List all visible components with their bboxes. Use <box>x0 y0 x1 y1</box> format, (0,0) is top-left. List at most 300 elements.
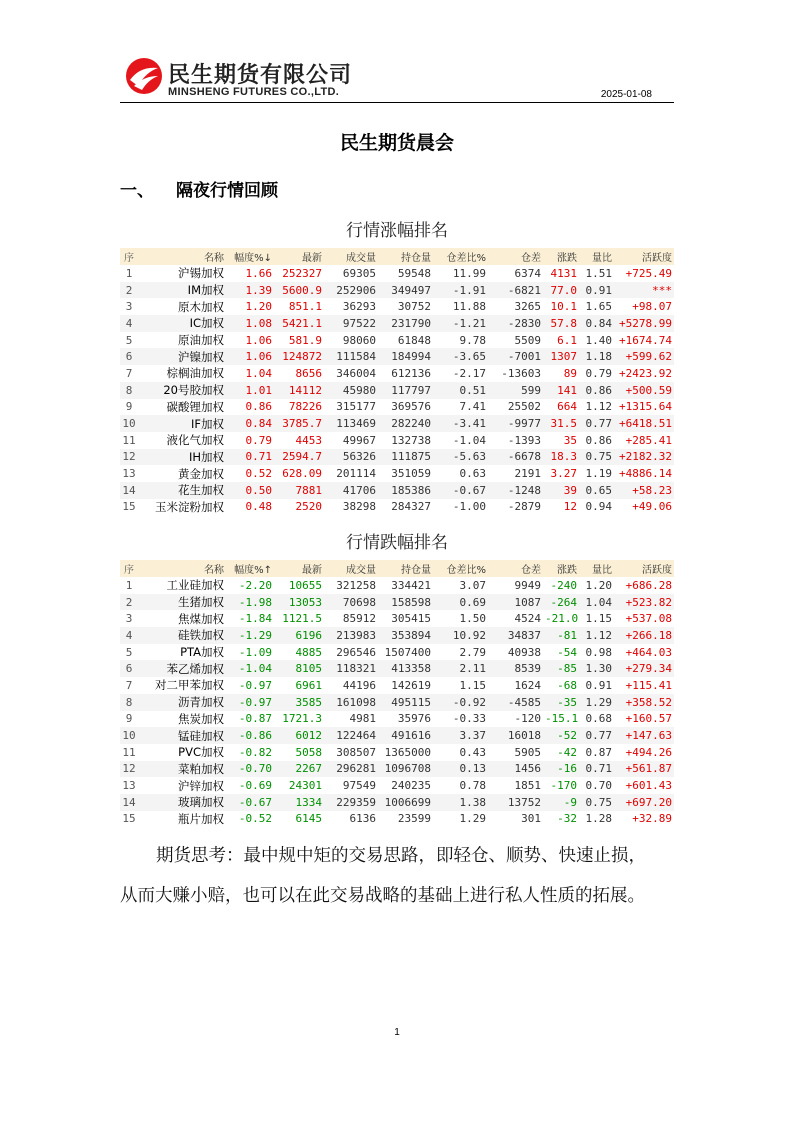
cell-volume-ratio: 0.75 <box>579 449 614 466</box>
cell-oi-diff: -7001 <box>488 348 543 365</box>
cell-change: -68 <box>557 678 577 692</box>
cell-rank: 4 <box>120 627 138 644</box>
cell-rank: 13 <box>122 779 136 793</box>
cell-last-price: 1334 <box>274 794 324 811</box>
cell-last-price: 2594.7 <box>274 449 324 466</box>
cell-oi-diff-pct: 1.50 <box>459 612 486 626</box>
cell-open-interest: 353894 <box>378 627 433 644</box>
cell-oi-diff: -6821 <box>488 282 543 299</box>
cell-activity: +686.28 <box>625 578 672 592</box>
cell-volume: 321258 <box>336 578 376 592</box>
cell-oi-diff: 6374 <box>514 266 541 280</box>
cell-name: 玻璃加权 <box>138 794 226 811</box>
cell-change: 18.3 <box>543 449 579 466</box>
cell-volume-ratio: 0.87 <box>585 745 612 759</box>
cell-oi-diff-pct: -2.17 <box>452 366 486 380</box>
cell-activity: +464.03 <box>625 645 672 659</box>
cell-rank: 5 <box>125 333 133 347</box>
cell-change: -9 <box>543 794 579 811</box>
cell-name: 花生加权 <box>138 482 226 499</box>
cell-change-pct: 1.39 <box>226 282 274 299</box>
cell-last-price: 3585 <box>274 694 324 711</box>
minsheng-logo-icon <box>124 56 164 96</box>
cell-change-pct: -1.09 <box>238 645 272 659</box>
cell-volume: 97522 <box>324 315 378 332</box>
cell-name: 沪镍加权 <box>138 348 226 365</box>
cell-volume-ratio: 1.30 <box>579 660 614 677</box>
cell-rank: 6 <box>120 660 138 677</box>
cell-change-pct: -1.84 <box>238 612 272 626</box>
cell-oi-diff: -2879 <box>507 500 541 514</box>
cell-volume-ratio: 1.18 <box>579 348 614 365</box>
cell-open-interest: 495115 <box>378 694 433 711</box>
cell-activity: +49.06 <box>632 500 672 514</box>
table-row <box>120 577 674 594</box>
cell-oi-diff: -9977 <box>488 415 543 432</box>
cell-open-interest: 132738 <box>391 433 431 447</box>
table-row <box>120 777 674 794</box>
cell-change: -81 <box>543 627 579 644</box>
cell-last-price: 7881 <box>274 482 324 499</box>
cell-name: 工业硅加权 <box>166 578 224 593</box>
cell-rank: 2 <box>120 282 138 299</box>
table-row <box>120 627 674 644</box>
cell-volume-ratio: 1.51 <box>585 266 612 280</box>
section-title: 隔夜行情回顾 <box>176 181 278 201</box>
column-header-change-pct[interactable]: 幅度%↑ <box>226 560 274 577</box>
cell-oi-diff: 301 <box>521 812 541 826</box>
table-row <box>120 761 674 778</box>
cell-volume: 38298 <box>342 500 376 514</box>
cell-name: 玉米淀粉加权 <box>155 499 224 514</box>
cell-volume: 213983 <box>324 627 378 644</box>
page-header <box>120 52 674 103</box>
cell-rank: 2 <box>120 594 138 611</box>
cell-activity: +58.23 <box>614 482 674 499</box>
cell-name: 焦炭加权 <box>178 711 224 726</box>
column-header-volume-ratio: 量比 <box>579 560 614 577</box>
cell-rank: 1 <box>125 578 133 592</box>
cell-volume-ratio: 0.68 <box>585 712 612 726</box>
cell-open-interest: 142619 <box>391 678 431 692</box>
cell-open-interest: 35976 <box>397 712 431 726</box>
table-row <box>120 727 674 744</box>
cell-oi-diff: 1624 <box>514 678 541 692</box>
cell-volume-ratio: 0.91 <box>579 282 614 299</box>
cell-open-interest: 30752 <box>397 300 431 314</box>
cell-change: 4131 <box>550 266 577 280</box>
cell-oi-diff-pct: 1.15 <box>459 678 486 692</box>
cell-volume: 97549 <box>342 779 376 793</box>
table-row <box>120 482 674 499</box>
cell-change-pct: -0.70 <box>226 761 274 778</box>
cell-rank: 9 <box>125 400 133 414</box>
table-row <box>120 298 674 315</box>
table-row <box>120 399 674 416</box>
cell-oi-diff: 1456 <box>488 761 543 778</box>
cell-oi-diff: 16018 <box>488 727 543 744</box>
cell-name: IM加权 <box>138 282 226 299</box>
column-header-open-interest: 持仓量 <box>378 560 433 577</box>
cell-change-pct: 1.06 <box>245 333 272 347</box>
cell-volume-ratio: 0.75 <box>579 794 614 811</box>
cell-open-interest: 184994 <box>378 348 433 365</box>
cell-change: 31.5 <box>543 415 579 432</box>
cell-last-price: 14112 <box>274 382 324 399</box>
cell-name: 沪锡加权 <box>178 266 224 281</box>
cell-change-pct: -0.87 <box>238 712 272 726</box>
cell-volume: 252906 <box>324 282 378 299</box>
table-row <box>120 610 674 627</box>
cell-oi-diff: -1248 <box>488 482 543 499</box>
cell-last-price: 5600.9 <box>274 282 324 299</box>
cell-volume-ratio: 0.70 <box>585 779 612 793</box>
cell-change-pct: -0.82 <box>238 745 272 759</box>
cell-rank: 13 <box>122 467 136 481</box>
cell-change: 664 <box>557 400 577 414</box>
cell-change: -16 <box>543 761 579 778</box>
cell-volume: 6136 <box>349 812 376 826</box>
cell-rank: 8 <box>120 694 138 711</box>
column-header-rank: 序 <box>120 560 138 577</box>
cell-oi-diff-pct: 2.79 <box>459 645 486 659</box>
cell-oi-diff: -6678 <box>488 449 543 466</box>
table-row <box>120 348 674 365</box>
cell-last-price: 851.1 <box>288 300 322 314</box>
cell-activity: +599.62 <box>614 348 674 365</box>
cell-volume: 122464 <box>324 727 378 744</box>
cell-volume-ratio: 1.15 <box>585 612 612 626</box>
column-header-last-price: 最新 <box>274 248 324 265</box>
cell-change: 6.1 <box>557 333 577 347</box>
cell-change-pct: 0.50 <box>226 482 274 499</box>
cell-open-interest: 413358 <box>378 660 433 677</box>
table-row <box>120 660 674 677</box>
cell-oi-diff-pct: -3.41 <box>433 415 488 432</box>
cell-change: -52 <box>543 727 579 744</box>
cell-rank: 9 <box>125 712 133 726</box>
cell-oi-diff-pct: 7.41 <box>459 400 486 414</box>
cell-last-price: 4885 <box>295 645 322 659</box>
cell-volume-ratio: 0.86 <box>579 382 614 399</box>
cell-oi-diff-pct: 2.11 <box>433 660 488 677</box>
column-header-oi-diff-pct: 仓差比% <box>433 248 488 265</box>
cell-name: 原油加权 <box>178 333 224 348</box>
table-row <box>120 382 674 399</box>
column-header-name: 名称 <box>138 560 226 577</box>
table-row <box>120 594 674 611</box>
cell-last-price: 6961 <box>295 678 322 692</box>
cell-open-interest: 334421 <box>391 578 431 592</box>
table-row <box>120 365 674 382</box>
cell-last-price: 2520 <box>295 500 322 514</box>
cell-volume: 229359 <box>324 794 378 811</box>
cell-activity: +537.08 <box>625 612 672 626</box>
cell-last-price: 6196 <box>274 627 324 644</box>
cell-oi-diff: 3265 <box>514 300 541 314</box>
cell-last-price: 78226 <box>288 400 322 414</box>
cell-volume: 70698 <box>324 594 378 611</box>
cell-open-interest: 111875 <box>378 449 433 466</box>
cell-activity: +358.52 <box>614 694 674 711</box>
cell-name: 生猪加权 <box>138 594 226 611</box>
table-row <box>120 282 674 299</box>
cell-change: 10.1 <box>550 300 577 314</box>
cell-volume: 346004 <box>336 366 376 380</box>
cell-oi-diff-pct: 11.99 <box>452 266 486 280</box>
cell-volume-ratio: 0.77 <box>579 415 614 432</box>
cell-last-price: 4453 <box>295 433 322 447</box>
cell-change-pct: 0.86 <box>245 400 272 414</box>
table-row <box>120 449 674 466</box>
cell-oi-diff-pct: 0.13 <box>433 761 488 778</box>
cell-last-price: 5421.1 <box>274 315 324 332</box>
column-header-change: 涨跌 <box>543 560 579 577</box>
cell-activity: +32.89 <box>632 812 672 826</box>
cell-rank: 5 <box>125 645 133 659</box>
commentary-line-2: 从而大赚小赔，也可以在此交易战略的基础上进行私人性质的拓展。 <box>120 886 645 906</box>
cell-change: 57.8 <box>543 315 579 332</box>
cell-oi-diff-pct: 0.63 <box>459 467 486 481</box>
cell-rank: 12 <box>120 761 138 778</box>
cell-oi-diff: 40938 <box>507 645 541 659</box>
cell-last-price: 10655 <box>288 578 322 592</box>
cell-name: 苯乙烯加权 <box>138 660 226 677</box>
cell-oi-diff: 5509 <box>514 333 541 347</box>
cell-rank: 10 <box>120 415 138 432</box>
commentary-line-1: 期货思考：最中规中矩的交易思路，即轻仓、顺势、快速止损， <box>156 846 646 866</box>
table-row <box>120 465 674 482</box>
cell-open-interest: 282240 <box>378 415 433 432</box>
cell-activity: +160.57 <box>625 712 672 726</box>
cell-volume-ratio: 1.12 <box>585 400 612 414</box>
cell-oi-diff-pct: 0.51 <box>433 382 488 399</box>
cell-activity: +1315.64 <box>619 400 672 414</box>
cell-volume: 4981 <box>349 712 376 726</box>
cell-oi-diff-pct: 1.38 <box>433 794 488 811</box>
cell-volume: 45980 <box>324 382 378 399</box>
cell-volume-ratio: 1.40 <box>585 333 612 347</box>
cell-last-price: 6145 <box>295 812 322 826</box>
cell-rank: 12 <box>120 449 138 466</box>
cell-oi-diff-pct: 10.92 <box>433 627 488 644</box>
cell-oi-diff-pct: -3.65 <box>433 348 488 365</box>
cell-open-interest: 61848 <box>397 333 431 347</box>
table-row <box>120 315 674 332</box>
cell-oi-diff: -120 <box>514 712 541 726</box>
cell-volume: 161098 <box>324 694 378 711</box>
cell-rank: 3 <box>125 612 133 626</box>
company-logo <box>124 54 384 100</box>
section-number: 一、 <box>120 181 154 201</box>
cell-change: 77.0 <box>543 282 579 299</box>
cell-volume-ratio: 0.84 <box>579 315 614 332</box>
cell-oi-diff: -2830 <box>488 315 543 332</box>
cell-change-pct: 1.04 <box>245 366 272 380</box>
cell-rank: 7 <box>125 366 133 380</box>
column-header-rank: 序 <box>120 248 138 265</box>
cell-change-pct: -0.52 <box>238 812 272 826</box>
cell-open-interest: 23599 <box>397 812 431 826</box>
cell-oi-diff-pct: 3.37 <box>433 727 488 744</box>
cell-change: 39 <box>543 482 579 499</box>
cell-oi-diff: 4524 <box>514 612 541 626</box>
table-row <box>120 677 674 694</box>
cell-change-pct: -0.97 <box>226 694 274 711</box>
cell-change: -54 <box>557 645 577 659</box>
cell-volume-ratio: 0.98 <box>585 645 612 659</box>
cell-open-interest: 491616 <box>378 727 433 744</box>
cell-change-pct: -0.67 <box>226 794 274 811</box>
cell-oi-diff-pct: -0.33 <box>452 712 486 726</box>
cell-change: -32 <box>557 812 577 826</box>
cell-activity: +4886.14 <box>619 467 672 481</box>
cell-change: 3.27 <box>550 467 577 481</box>
table-row <box>120 332 674 349</box>
page-number: 1 <box>394 1027 400 1038</box>
cell-oi-diff: 1851 <box>514 779 541 793</box>
column-header-last-price: 最新 <box>274 560 324 577</box>
cell-activity: +725.49 <box>625 266 672 280</box>
cell-activity: +1674.74 <box>619 333 672 347</box>
cell-activity: +601.43 <box>625 779 672 793</box>
cell-oi-diff-pct: 0.43 <box>459 745 486 759</box>
cell-activity: +2423.92 <box>619 366 672 380</box>
cell-rank: 10 <box>120 727 138 744</box>
cell-volume-ratio: 0.91 <box>585 678 612 692</box>
cell-volume: 296546 <box>336 645 376 659</box>
cell-open-interest: 59548 <box>397 266 431 280</box>
cell-last-price: 13053 <box>274 594 324 611</box>
cell-open-interest: 231790 <box>378 315 433 332</box>
column-header-activity: 活跃度 <box>614 248 674 265</box>
cell-oi-diff-pct: -5.63 <box>433 449 488 466</box>
cell-last-price: 124872 <box>274 348 324 365</box>
column-header-activity: 活跃度 <box>614 560 674 577</box>
cell-volume: 296281 <box>324 761 378 778</box>
cell-oi-diff-pct: -1.21 <box>433 315 488 332</box>
cell-open-interest: 369576 <box>391 400 431 414</box>
cell-last-price: 2267 <box>274 761 324 778</box>
cell-change-pct: -1.98 <box>226 594 274 611</box>
section-heading <box>120 176 278 201</box>
cell-volume-ratio: 1.28 <box>585 812 612 826</box>
cell-oi-diff: 9949 <box>514 578 541 592</box>
cell-activity: +697.20 <box>614 794 674 811</box>
cell-volume: 111584 <box>324 348 378 365</box>
cell-last-price: 628.09 <box>282 467 322 481</box>
cell-volume: 315177 <box>336 400 376 414</box>
cell-activity: +147.63 <box>614 727 674 744</box>
cell-activity: +5278.99 <box>614 315 674 332</box>
cell-activity: +494.26 <box>625 745 672 759</box>
cell-oi-diff: 5905 <box>514 745 541 759</box>
cell-volume: 69305 <box>342 266 376 280</box>
cell-change: -264 <box>543 594 579 611</box>
cell-volume-ratio: 0.79 <box>585 366 612 380</box>
table-header-row <box>120 560 674 577</box>
cell-change: -21.0 <box>545 612 579 626</box>
cell-oi-diff: 25502 <box>507 400 541 414</box>
table-row <box>120 711 674 728</box>
cell-volume: 201114 <box>336 467 376 481</box>
cell-change: -240 <box>550 578 577 592</box>
cell-name: 液化气加权 <box>166 433 224 448</box>
cell-volume: 85912 <box>342 612 376 626</box>
cell-volume-ratio: 0.86 <box>585 433 612 447</box>
cell-volume: 308507 <box>336 745 376 759</box>
cell-rank: 7 <box>125 678 133 692</box>
cell-activity: +98.07 <box>632 300 672 314</box>
cell-change: -85 <box>543 660 579 677</box>
cell-volume: 98060 <box>342 333 376 347</box>
cell-name: PVC加权 <box>178 745 224 760</box>
table-row <box>120 499 674 516</box>
cell-name: 锰硅加权 <box>138 727 226 744</box>
table-row <box>120 432 674 449</box>
table-row <box>120 811 674 828</box>
cell-rank: 8 <box>120 382 138 399</box>
cell-last-price: 8656 <box>295 366 322 380</box>
column-header-oi-diff: 仓差 <box>488 560 543 577</box>
cell-volume: 56326 <box>324 449 378 466</box>
cell-name: 菜粕加权 <box>138 761 226 778</box>
cell-activity: +523.82 <box>614 594 674 611</box>
cell-rank: 11 <box>122 745 136 759</box>
table-header-row <box>120 248 674 265</box>
cell-change-pct: -0.86 <box>226 727 274 744</box>
column-header-change-pct[interactable]: 幅度%↓ <box>226 248 274 265</box>
cell-open-interest: 612136 <box>391 366 431 380</box>
cell-volume-ratio: 1.29 <box>579 694 614 711</box>
cell-rank: 15 <box>122 500 136 514</box>
cell-open-interest: 185386 <box>378 482 433 499</box>
cell-name: IF加权 <box>138 415 226 432</box>
cell-last-price: 252327 <box>282 266 322 280</box>
cell-activity: +266.18 <box>614 627 674 644</box>
column-header-volume: 成交量 <box>324 248 378 265</box>
report-date: 2025-01-08 <box>600 89 652 100</box>
cell-open-interest: 305415 <box>391 612 431 626</box>
cell-change-pct: 0.84 <box>226 415 274 432</box>
column-header-change: 涨跌 <box>543 248 579 265</box>
cell-rank: 4 <box>120 315 138 332</box>
column-header-open-interest: 持仓量 <box>378 248 433 265</box>
cell-change: -42 <box>557 745 577 759</box>
gainers-table-title: 行情涨幅排名 <box>346 221 448 241</box>
table-row <box>120 744 674 761</box>
cell-volume: 36293 <box>342 300 376 314</box>
losers-table-title: 行情跌幅排名 <box>346 533 448 553</box>
cell-oi-diff-pct: -1.91 <box>433 282 488 299</box>
gainers-table <box>120 248 674 515</box>
cell-open-interest: 240235 <box>391 779 431 793</box>
cell-oi-diff-pct: 0.69 <box>433 594 488 611</box>
cell-change-pct: 0.79 <box>245 433 272 447</box>
cell-oi-diff: 34837 <box>488 627 543 644</box>
cell-name: IH加权 <box>138 449 226 466</box>
cell-name: 沥青加权 <box>138 694 226 711</box>
cell-activity: +561.87 <box>614 761 674 778</box>
cell-oi-diff-pct: 11.88 <box>452 300 486 314</box>
cell-open-interest: 284327 <box>391 500 431 514</box>
cell-volume-ratio: 0.65 <box>579 482 614 499</box>
cell-open-interest: 1365000 <box>384 745 431 759</box>
cell-change: 35 <box>563 433 577 447</box>
cell-last-price: 24301 <box>288 779 322 793</box>
cell-change-pct: 1.66 <box>245 266 272 280</box>
cell-last-price: 1721.3 <box>282 712 322 726</box>
